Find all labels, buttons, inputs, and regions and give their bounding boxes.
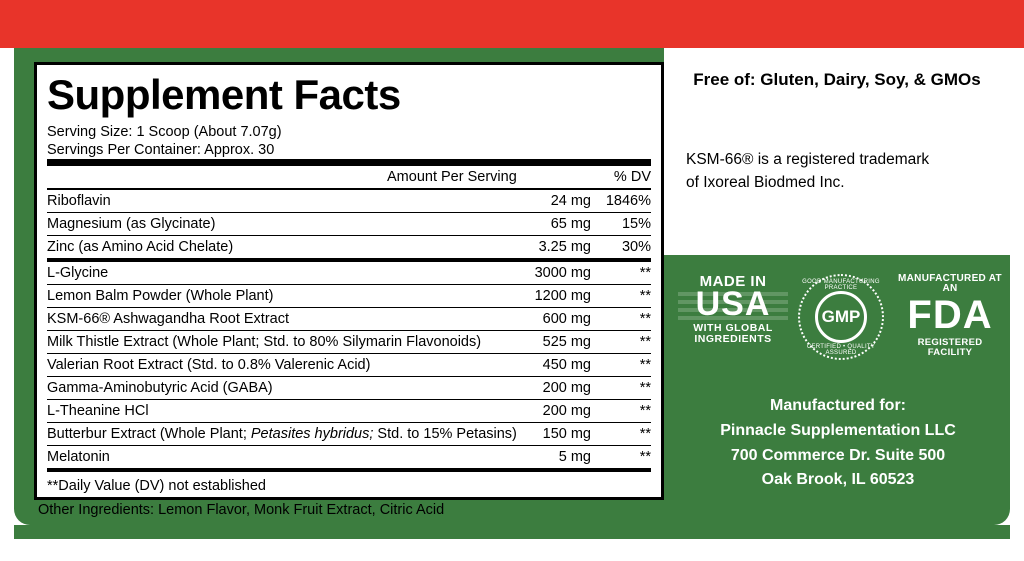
trademark-line-2: of Ixoreal Biodmed Inc.: [686, 174, 845, 192]
ingredient-dv: **: [591, 331, 651, 354]
divider-thick-top: [47, 159, 651, 166]
ingredient-amount: 3000 mg: [525, 262, 591, 285]
butterbur-latin-name: Petasites hybridus;: [250, 426, 374, 443]
nutrient-name: Magnesium (as Glycinate): [47, 213, 458, 236]
ingredient-dv: **: [639, 449, 651, 466]
nutrients-table: [47, 190, 651, 258]
red-band-inner: [14, 8, 1010, 48]
ingredient-name: Gamma-Aminobutyric Acid (GABA): [47, 377, 525, 400]
ingredient-amount: 200 mg: [525, 377, 591, 400]
table-row: [47, 423, 651, 446]
ingredient-amount: 525 mg: [525, 331, 591, 354]
ingredient-amount: 450 mg: [525, 354, 591, 377]
other-ingredients: Other Ingredients: Lemon Flavor, Monk Fruit Extract, Citric Acid: [38, 502, 445, 518]
manufacturer-address-line-2: Oak Brook, IL 60523: [761, 471, 915, 489]
made-in-label: MADE IN: [699, 273, 767, 290]
ingredient-dv: **: [591, 308, 651, 331]
nutrient-dv: 1846%: [591, 190, 651, 213]
ingredient-name: Melatonin: [47, 449, 110, 466]
supplement-facts-table: [47, 166, 651, 188]
red-top-band: [0, 0, 1024, 48]
registered-facility-label: REGISTERED FACILITY: [917, 337, 983, 358]
manufacturer-address-line-1: 700 Commerce Dr. Suite 500: [730, 446, 946, 464]
trademark-notice: [672, 148, 1004, 195]
serving-size: Serving Size: 1 Scoop (About 7.07g): [47, 124, 282, 141]
nutrient-name: Riboflavin: [47, 190, 458, 213]
table-row: [47, 213, 651, 236]
ingredient-amount: 1200 mg: [525, 285, 591, 308]
table-row: [47, 400, 651, 423]
manufactured-for-label: Manufactured for:: [770, 397, 906, 414]
table-row: [47, 446, 651, 469]
gmp-seal-icon: [798, 274, 884, 360]
fda-registered-icon: [894, 274, 1006, 357]
with-global-label: WITH GLOBAL: [693, 322, 773, 334]
ingredient-name: L-Glycine: [47, 262, 525, 285]
made-in-usa-icon: [678, 274, 788, 344]
nutrient-amount: 24 mg: [458, 190, 591, 213]
manufacturer-company: Pinnacle Supplementation LLC: [720, 421, 956, 439]
gmp-arc-bottom-text: CERTIFIED • QUALITY ASSURED: [806, 344, 876, 356]
ingredient-amount: 600 mg: [525, 308, 591, 331]
ingredient-dv: **: [591, 285, 651, 308]
manufacturer-info: [670, 394, 1006, 493]
ingredient-dv: **: [591, 377, 651, 400]
trademark-line-1: KSM-66® is a registered trademark: [686, 151, 930, 168]
table-row: [47, 377, 651, 400]
fda-label: FDA: [907, 293, 993, 337]
gmp-center-label: GMP: [815, 291, 867, 343]
nutrient-amount: 3.25 mg: [538, 239, 591, 256]
table-row: [47, 262, 651, 285]
manufactured-at-label: MANUFACTURED AT AN: [898, 273, 1002, 294]
table-header-row: [47, 166, 651, 188]
ingredient-name: Lemon Balm Powder (Whole Plant): [47, 285, 525, 308]
header-percent-dv: % DV: [613, 169, 651, 186]
ingredient-amount: 5 mg: [558, 449, 591, 466]
ingredient-dv: **: [591, 423, 651, 446]
ingredient-name: L-Theanine HCl: [47, 400, 525, 423]
ingredient-dv: **: [591, 400, 651, 423]
table-row: [47, 331, 651, 354]
ingredient-amount: 150 mg: [525, 423, 591, 446]
gmp-arc-top-text: GOOD MANUFACTURING PRACTICE: [802, 279, 880, 291]
ingredient-name: Milk Thistle Extract (Whole Plant; Std. to 80% Silymarin Flavonoids): [47, 331, 525, 354]
ingredients-label: INGREDIENTS: [694, 332, 772, 345]
table-row: [47, 190, 651, 213]
table-row: [47, 285, 651, 308]
ingredient-name: Valerian Root Extract (Std. to 0.8% Valerenic Acid): [47, 354, 525, 377]
nutrient-amount: 65 mg: [458, 213, 591, 236]
blend-table: [47, 262, 651, 468]
nutrient-dv: 15%: [591, 213, 651, 236]
bottom-green-edge: [14, 525, 1010, 539]
certification-badges: [670, 272, 1006, 362]
nutrient-name: Zinc (as Amino Acid Chelate): [47, 239, 234, 256]
supplement-facts-title: Supplement Facts: [47, 71, 401, 118]
daily-value-footnote: **Daily Value (DV) not established: [47, 478, 266, 495]
free-of-claims: Free of: Gluten, Dairy, Soy, & GMOs: [693, 70, 981, 89]
header-amount-per-serving: Amount Per Serving: [387, 169, 517, 186]
ingredient-amount: 200 mg: [525, 400, 591, 423]
ingredient-dv: **: [591, 354, 651, 377]
butterbur-prefix: Butterbur Extract (Whole Plant;: [47, 426, 251, 443]
supplement-facts-panel: [34, 62, 664, 500]
ingredient-name: KSM-66® Ashwagandha Root Extract: [47, 308, 525, 331]
table-row: [47, 354, 651, 377]
usa-label: USA: [695, 285, 771, 323]
ingredient-dv: **: [591, 262, 651, 285]
butterbur-suffix: Std. to 15% Petasins): [373, 426, 517, 443]
nutrient-dv: 30%: [621, 239, 651, 256]
table-row: [47, 236, 651, 259]
ingredient-name: [47, 423, 525, 446]
usa-flag-stripes-icon: [678, 292, 788, 322]
servings-per-container: Servings Per Container: Approx. 30: [47, 142, 275, 159]
table-row: [47, 308, 651, 331]
